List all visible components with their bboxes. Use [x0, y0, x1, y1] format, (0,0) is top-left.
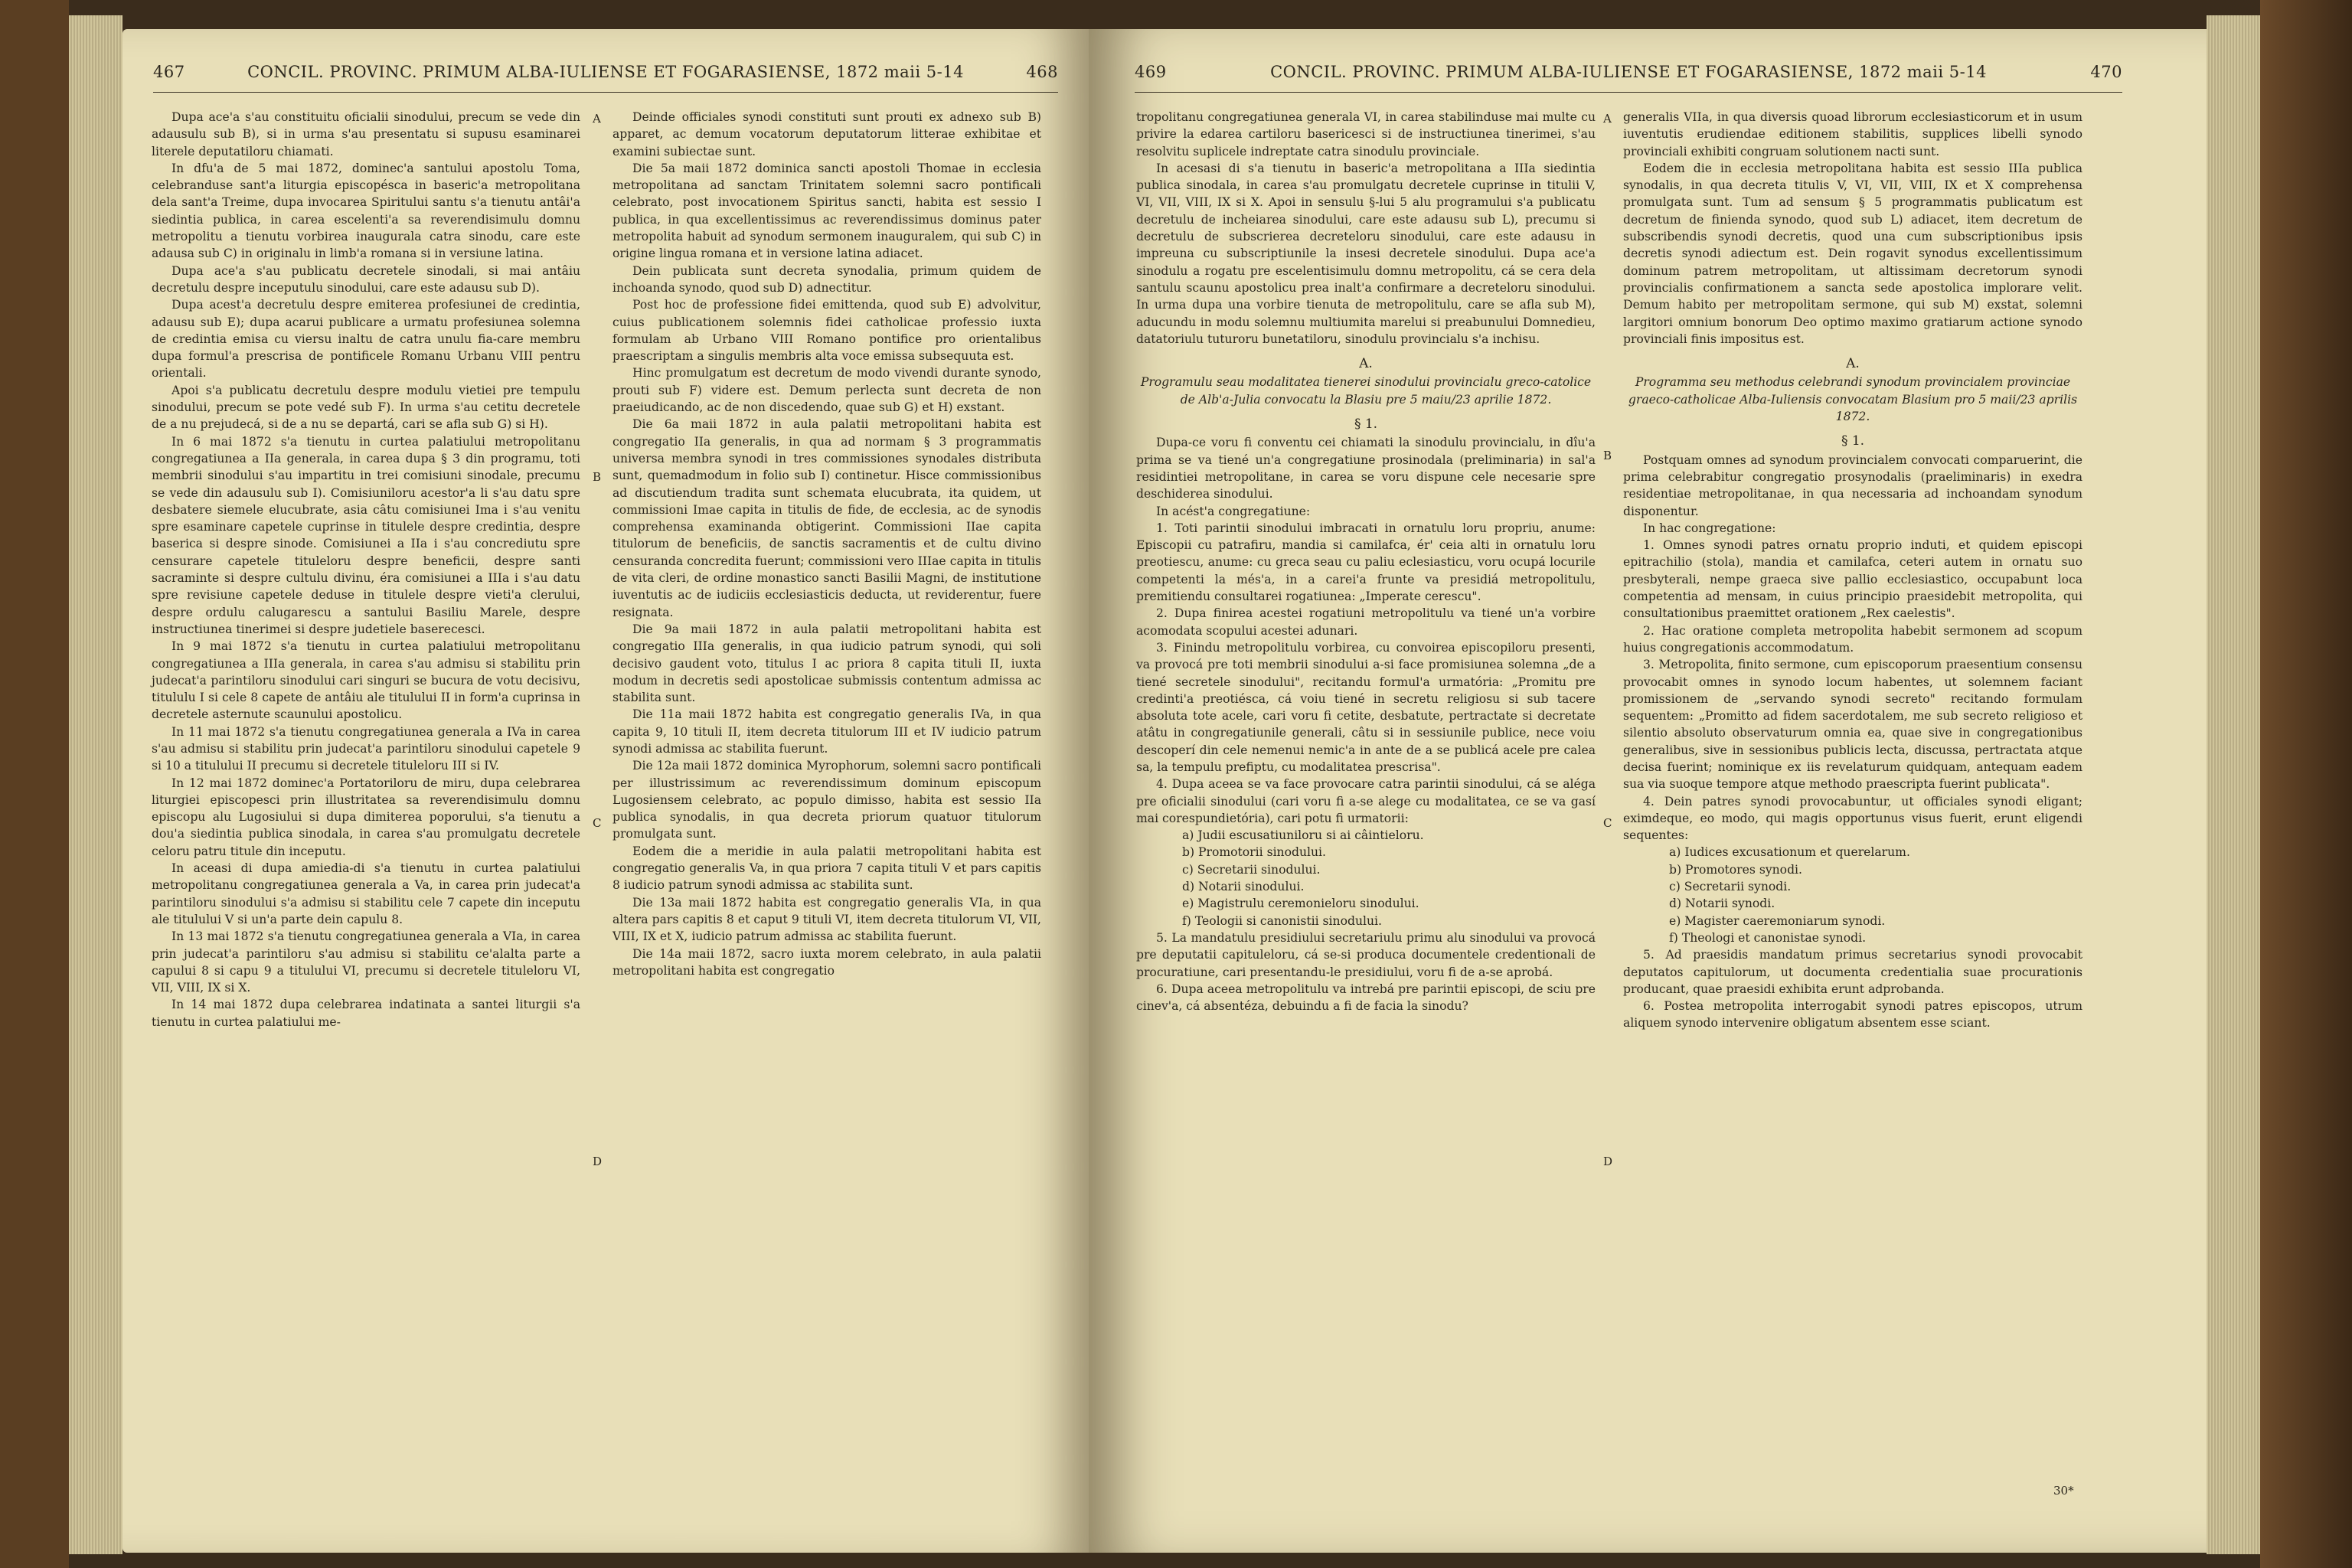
paragraph: Apoi s'a publicatu decretulu despre modulu vietiei pre tempulu sinodului, precum se pote vedé sub F). In urma s'au cetitu decretele de a nu prejudecá, si de a nu se departá, cari se afla sub G) si H). [152, 383, 580, 432]
annex-title: Programulu seau modalitatea tienerei sinodului provincialu greco-catolice de Alb'a-Julia convocatu la Blasiu pre 5 maiu/23 aprilie 1872. [1140, 375, 1592, 407]
paragraph: In dfu'a de 5 mai 1872, dominec'a santului apostolu Toma, celebranduse sant'a liturgia episcopésca in baseric'a metropolitana dela sant'a Treime, dupa invocarea Spiritului santu s'a tienutu antâi'a siedintia publica, in carea escelenti'a sa reverendisimulu domnu metropolitu a tienutu vorbirea inaugurala catra sinodu, care este adausa sub C) in originalu in limb'a romana si in versiune latina. [152, 161, 580, 261]
page-edges-left [69, 15, 122, 1554]
section-heading: § 1. [1841, 433, 1865, 449]
header-rule [153, 92, 1058, 93]
margin-marker: A [593, 112, 601, 126]
column-romanian [152, 109, 580, 1031]
running-head-right [1135, 63, 2122, 93]
page-number: 469 [1135, 63, 1167, 81]
list-item: f) Teologii si canonistii sinodului. [1182, 913, 1382, 928]
paragraph: 1. Toti parintii sinodului imbracati in ornatulu loru propriu, anume: Episcopii cu patrafiru, mandia si camilafca, ér' ceia alti in ornatulu loru preotiescu, anume: cu greca seau cu paliu eclesiasticu, voru ocupá locurile competenti la més'a, in a carei'a frunte va presidiá metropolitulu, premitiendu consultarei rogatiunea: „Imperate cerescu". [1136, 521, 1596, 604]
paragraph: Deinde officiales synodi constituti sunt prouti ex adnexo sub B) apparet, ac demum vocatorum deputatorum litterae exhibitae et examini subiectae sunt. [612, 110, 1041, 158]
paragraph: Dupa-ce voru fi conventu cei chiamati la sinodulu provincialu, in dîu'a prima se va tiené un'a congregatiune prosinodala (preliminaria) in sal'a residintiei metropolitane, in carea se voru dispune cele necesarie spre deschiderea sinodului. [1136, 436, 1596, 501]
paragraph: 3. Finindu metropolitulu vorbirea, cu convoirea episcopiloru presenti, va provocá pre toti membrii sinodului a-si face promisiunea solemna „de a tiené secretele sinodului", recitandu formul'a urmatória: „Promitu pre credinti'a preotiésca, cá voiu tiené in secretu religiosu si sub tacere absoluta tote acele, cari voru fi cetite, desbatute, pertractate si decretate atâtu in congregatiunile generali, câtu si in sessiunile publice, nece voiu descoperí din cele nemenui nemic'a in ante de a se publicá acele pre calea sa, la tempulu prefiptu, cu modalitatea prescrisa". [1136, 640, 1596, 774]
paragraph: In 13 mai 1872 s'a tienutu congregatiunea generala a VIa, in carea prin judecat'a parintiloru s'au admisu si stabilitu ce'alalta parte a capului 8 si capu 9 a titulului VI, precumu si decretele tituleloru VI, VII, VIII, IX si X. [152, 929, 580, 995]
list-item: e) Magister caeremoniarum synodi. [1669, 913, 1886, 928]
book-cover-left [0, 0, 69, 1568]
paragraph: In hac congregatione: [1643, 521, 1776, 535]
margin-marker: B [593, 470, 602, 484]
paragraph: 4. Dupa aceea se va face provocare catra parintii sinodului, cá se aléga pre oficialii sinodului (cari voru fi a-se alege cu modalitatea, ce se va gasí mai corespundietória), cari potu fi urmatorii: [1136, 777, 1596, 825]
paragraph: In aceasi di dupa amiedia-di s'a tienutu in curtea palatiului metropolitanu congregatiunea generala a Va, in carea prin judecat'a parintiloru sinodului s'a admisu si stabilitu cele 7 capete din inceputu ale titulului V si un'a parte dein capulu 8. [152, 861, 580, 926]
section-heading: § 1. [1354, 416, 1378, 433]
running-title: CONCIL. PROVINC. PRIMUM ALBA-IULIENSE ET FOGARASIENSE, 1872 maii 5-14 [1270, 63, 1987, 81]
list-item: f) Theologi et canonistae synodi. [1669, 930, 1867, 945]
margin-marker: D [593, 1155, 603, 1168]
page-number: 468 [1026, 63, 1058, 81]
paragraph: Die 5a maii 1872 dominica sancti apostoli Thomae in ecclesia metropolitana ad sanctam Trinitatem solemni sacro pontificali celebrato, post invocationem Spiritus sancti, habita est sessio I publica, in qua excellentissimus ac reverendissimus dominus pater metropolita habuit ad synodum sermonem inauguralem, qui sub C) in origine lingua romana et in versione latina adiacet. [612, 161, 1041, 261]
right-page [1089, 29, 2207, 1553]
paragraph: 6. Dupa aceea metropolitulu va intrebá pre parintii episcopi, de sciu pre cinev'a, cá absentéza, debuindu a fi de facia la sinodu? [1136, 982, 1596, 1014]
paragraph: 6. Postea metropolita interrogabit synodi patres episcopos, utrum aliquem synodo intervenire obligatum absentem esse sciant. [1623, 999, 2082, 1031]
paragraph: 2. Hac oratione completa metropolita habebit sermonem ad scopum huius congregationis accommodatum. [1623, 623, 2082, 655]
annex-letter: A. [1359, 356, 1373, 372]
page-edges-right [2207, 15, 2260, 1554]
header-rule [1135, 92, 2122, 93]
annex-title: Programma seu methodus celebrandi synodum provincialem provinciae graeco-catholicae Alba-Iuliensis convocatam Blasium pro 5 maii/23 aprilis 1872. [1628, 375, 2078, 424]
paragraph: Die 11a maii 1872 habita est congregatio generalis IVa, in qua capita 9, 10 tituli II, item decreta titulorum III et IV iudicio patrum synodi admissa ac stabilita fuerunt. [612, 707, 1041, 756]
margin-marker: A [1603, 112, 1612, 126]
paragraph: 1. Omnes synodi patres ornatu proprio induti, et quidem episcopi epitrachilio (stola), mandia et camilafca, ceteri autem in ornatu suo presbyterali, nempe graeca sive pallio ecclesiastico, occupabunt loca competentia ad mensam, in cuius principio praesidebit metropolita, qui consultationibus praemittet orationem „Rex caelestis". [1623, 538, 2082, 621]
book-cover-right [2260, 0, 2352, 1568]
paragraph: 5. Ad praesidis mandatum primus secretarius synodi provocabit deputatos capitulorum, ut documenta credentialia suae procurationis producant, quae praesidi exhibita erunt adprobanda. [1623, 948, 2082, 996]
paragraph: In acést'a congregatiune: [1156, 504, 1311, 518]
paragraph: Post hoc de professione fidei emittenda, quod sub E) advolvitur, cuius publicationem solemnis fidei catholicae professio iuxta formulam ab Urbano VIII Romano pontifice pro orientalibus praescriptam a singulis membris alta voce emissa subsequuta est. [612, 298, 1041, 364]
column-latin [612, 109, 1041, 979]
paragraph: 4. Dein patres synodi provocabuntur, ut officiales synodi eligant; eximdeque, eo modo, qui magis opportunus visus fuerit, erunt eligendi sequentes: [1623, 794, 2082, 843]
paragraph: tropolitanu congregatiunea generala VI, in carea stabilinduse mai multe cu privire la edarea cartiloru basericesci si de instructiunea tinerimei, s'au resolvitu suplicele indreptate catra sinodulu provinciale. [1136, 110, 1596, 158]
paragraph: Die 14a maii 1872, sacro iuxta morem celebrato, in aula palatii metropolitani habita est congregatio [612, 946, 1041, 978]
paragraph: 3. Metropolita, finito sermone, cum episcoporum praesentium consensu provocabit omnes in synodo locum habentes, ut solemnem faciant promissionem de „servando synodi secreto" recitando formulam sequentem: „Promitto ad fidem sacerdotalem, me sub secreto religioso et silentio absoluto observaturum omnia ea, quae sive in congregationibus generalibus, sive in sessionibus publicis lecta, discussa, pertractata atque decisa fuerint; nominique ex iis revelaturum quidquam, antequam eadem sua via suoque tempore atque methodo praescripta fuerint publicata". [1623, 658, 2082, 792]
margin-marker: D [1603, 1155, 1613, 1168]
running-head-left [153, 63, 1058, 93]
paragraph: Die 6a maii 1872 in aula palatii metropolitani habita est congregatio IIa generalis, in qua ad normam § 3 programmatis universa membra synodi in tres commissiones synodales distributa sunt, quemadmodum in folio sub I) continetur. Hisce commissionibus ad discutiendum tradita sunt schemata elucubrata, ita quidem, ut commissioni Imae capita in titulis de fide, de ecclesia, ac de synodis comprehensa examinanda obtigerint. Commissioni IIae capita titulorum de beneficiis, de sanctis sacramentis et de cultu divino censuranda concredita fuerunt; commissioni vero IIIae capita in titulis de vita cleri, de ordine monastico sancti Basilii Magni, de institutione iuventutis ac de iudiciis ecclesiasticis deducta, ut reviderentur, fuere resignata. [612, 417, 1041, 619]
annex-letter: A. [1846, 356, 1860, 372]
list-item: b) Promotores synodi. [1669, 862, 1802, 877]
paragraph: 2. Dupa finirea acestei rogatiuni metropolitulu va tiené un'a vorbire acomodata scopului acestei adunari. [1136, 606, 1596, 638]
paragraph: 5. La mandatulu presidiului secretariulu primu alu sinodului va provocá pre deputatii capituleloru, cá se-si produca documentele credentionali de procuratiune, cari presentandu-le presidiului, voru fi de a-se aprobá. [1136, 930, 1596, 979]
paragraph: In 14 mai 1872 dupa celebrarea indatinata a santei liturgii s'a tienutu in curtea palatiului me- [152, 998, 580, 1029]
list-item: c) Secretarii sinodului. [1182, 862, 1321, 877]
paragraph: Postquam omnes ad synodum provincialem convocati comparuerint, die prima celebrabitur congregatio prosynodalis (praeliminaris) in exedra residentiae metropolitanae, in qua necessaria ad inchoandam synodum disponentur. [1623, 452, 2082, 518]
column-romanian [1136, 109, 1596, 1014]
paragraph: Die 9a maii 1872 in aula palatii metropolitani habita est congregatio IIIa generalis, in qua iudicio patrum synodi, qui soli decisivo gaudent voto, titulus I ac priora 8 capita tituli II, iuxta modum in decretis sedi apostolicae submissis contentum admissa ac stabilita sunt. [612, 622, 1041, 705]
paragraph: In 6 mai 1872 s'a tienutu in curtea palatiului metropolitanu congregatiunea a IIa generala, in carea dupa § 3 din programu, toti membrii sinodului s'au impartitu in trei comisiuni sinodale, precumu se vede din adausulu sub I). Comisiuniloru acestor'a li s'au datu spre desbatere siemele elucubrate, asia câtu comisiunei Ima i s'au venitu spre esaminare capetele cuprinse in titulele despre credintia, despre baserica si despre sinode. Comisiunei a IIa i s'au concrediutu spre censurare capetele tituleloru despre beneficii, despre santi sacraminte si despre cultulu divinu, éra comisiunei a IIIa i s'au datu spre revisiune capetele deduse in titulele despre vieti'a clerului, despre ordulu calugarescu a santului Basiliu Marele, despre instructiunea tinerimei si despre judetiele baserecesci. [152, 434, 580, 636]
margin-marker: C [1603, 816, 1612, 830]
paragraph: Dein publicata sunt decreta synodalia, primum quidem de inchoanda synodo, quod sub D) adnectitur. [612, 263, 1041, 295]
list-item: b) Promotorii sinodului. [1182, 845, 1326, 860]
list-item: d) Notarii sinodului. [1182, 880, 1305, 894]
paragraph: In 11 mai 1872 s'a tienutu congregatiunea generala a IVa in carea s'au admisu si stabilitu prin judecat'a parintiloru sinodului capetele 9 si 10 a titulului II precumu si decretele tituleloru III si IV. [152, 724, 580, 773]
column-latin [1623, 109, 2082, 1032]
paragraph: Dupa ace'a s'au constituitu oficialii sinodului, precum se vede din adausulu sub B), si in urma s'au presentatu si supusu esaminarei literele deputatiloru chiamati. [152, 110, 580, 158]
paragraph: In acesasi di s'a tienutu in baseric'a metropolitana a IIIa siedintia publica sinodala, in carea s'au promulgatu decretele cuprinse in titulii V, VI, VII, VIII, IX si X. Apoi in sensulu §-lui 5 alu programului s'a publicatu decretulu de incheiarea sinodului, care este adausu sub L), precumu si decretulu de subscrierea decreteloru sinodului, care este adausu in impreuna cu subscriptiunile la insesi decretele sinodului. Dupa ace'a sinodulu a rogatu pre escelentisimulu domnu metropolitu, cá se cera dela santulu scaunu apostolicu prea inalt'a confirmare a decreteloru sinodului. In urma dupa una vorbire tienuta de metropolitulu, care se afla sub M), aducundu in modu solemnu multiumita marelui si preabunului Domnedieu, datatoriulu tuturoru bunetatiloru, sinodulu provincialu s'a inchisu. [1136, 161, 1596, 346]
list-item: a) Iudices excusationum et querelarum. [1669, 845, 1910, 860]
page-number: 470 [2090, 63, 2122, 81]
paragraph: Die 13a maii 1872 habita est congregatio generalis VIa, in qua altera pars capitis 8 et caput 9 tituli VI, item decreta titulorum VI, VII, VIII, IX et X, iudicio patrum admissa ac stabilita fuerunt. [612, 895, 1041, 944]
paragraph: Hinc promulgatum est decretum de modo vivendi durante synodo, prouti sub F) videre est. Demum perlecta sunt decreta de non praeiudicando, ac de non discedendo, quae sub G) et H) exstant. [612, 366, 1041, 415]
list-item: a) Judii escusatiuniloru si ai câintieloru. [1182, 828, 1424, 843]
left-page [122, 29, 1089, 1553]
running-title: CONCIL. PROVINC. PRIMUM ALBA-IULIENSE ET FOGARASIENSE, 1872 maii 5-14 [247, 63, 964, 81]
list-item: c) Secretarii synodi. [1669, 880, 1792, 894]
list-item: e) Magistrulu ceremonieloru sinodului. [1182, 897, 1419, 911]
paragraph: Eodem die in ecclesia metropolitana habita est sessio IIIa publica synodalis, in qua decreta titulis V, VI, VII, VIII, IX et X comprehensa promulgata sunt. Tum ad sensum § 5 programmatis publicatum est decretum de finienda synodo, quod sub L) adiacet, item decretum de subscribendis synodi decretis, quod una cum subscriptionibus ipsis decretis synodi adiectum est. Dein rogavit synodus excellentissimum dominum patrem metropolitam, ut altissimam decretorum synodi provincialis confirmationem a sancta sede apostolica implorare velit. Demum habito per metropolitam sermone, qui sub M) exstat, solemni largitori omnium bonorum Deo optimo maximo gratiarum actione synodo provinciali finis impositus est. [1623, 161, 2082, 346]
signature-mark: 30* [2053, 1484, 2074, 1498]
margin-marker: C [593, 816, 602, 830]
paragraph: generalis VIIa, in qua diversis quoad librorum ecclesiasticorum et in usum iuventutis erudiendae editionem stabilitis, supplices libelli synodo provinciali exhibiti congruam solutionem nacti sunt. [1623, 110, 2082, 158]
paragraph: Die 12a maii 1872 dominica Myrophorum, solemni sacro pontificali per illustrissimum ac reverendissimum dominum episcopum Lugosiensem celebrato, ac populo dimisso, habita est sessio IIa publica synodalis, in qua decreta priorum quatuor titulorum promulgata sunt. [612, 759, 1041, 841]
margin-marker: B [1603, 449, 1612, 462]
paragraph: Dupa acest'a decretulu despre emiterea profesiunei de credintia, adausu sub E); dupa acarui publicare a urmatu profesiunea solemna de credintia emisa cu viersu inaltu de catra unulu fia-care membru dupa formul'a prescrisa de pontificele Romanu Urbanu VIII pentru orientali. [152, 298, 580, 381]
paragraph: Dupa ace'a s'au publicatu decretele sinodali, si mai antâiu decretulu despre inceputulu sinodului, care este adausu sub D). [152, 263, 580, 295]
paragraph: In 9 mai 1872 s'a tienutu in curtea palatiului metropolitanu congregatiunea a IIIa generala, in carea s'au admisu si stabilitu prin judecat'a parintiloru sinodului cari singuri se bucura de votu decisivu, titululu I si cele 8 capete de antâiu ale titulului II in form'a cuprinsa in decretele asternute scaunului apostolicu. [152, 639, 580, 722]
page-number: 467 [153, 63, 185, 81]
paragraph: In 12 mai 1872 dominec'a Portatoriloru de miru, dupa celebrarea liturgiei episcopesci prin illustritatea sa reverendisimulu domnu episcopu alu Lugosiului si dupa dimiterea poporului, s'a tienutu a dou'a siedintia publica sinodala, in carea s'au promulgatu decretele celoru patru titule din inceputu. [152, 776, 580, 858]
paragraph: Eodem die a meridie in aula palatii metropolitani habita est congregatio generalis Va, in qua priora 7 capita tituli V et pars capitis 8 iudicio patrum synodi admissa ac stabilita sunt. [612, 844, 1041, 893]
list-item: d) Notarii synodi. [1669, 897, 1775, 911]
